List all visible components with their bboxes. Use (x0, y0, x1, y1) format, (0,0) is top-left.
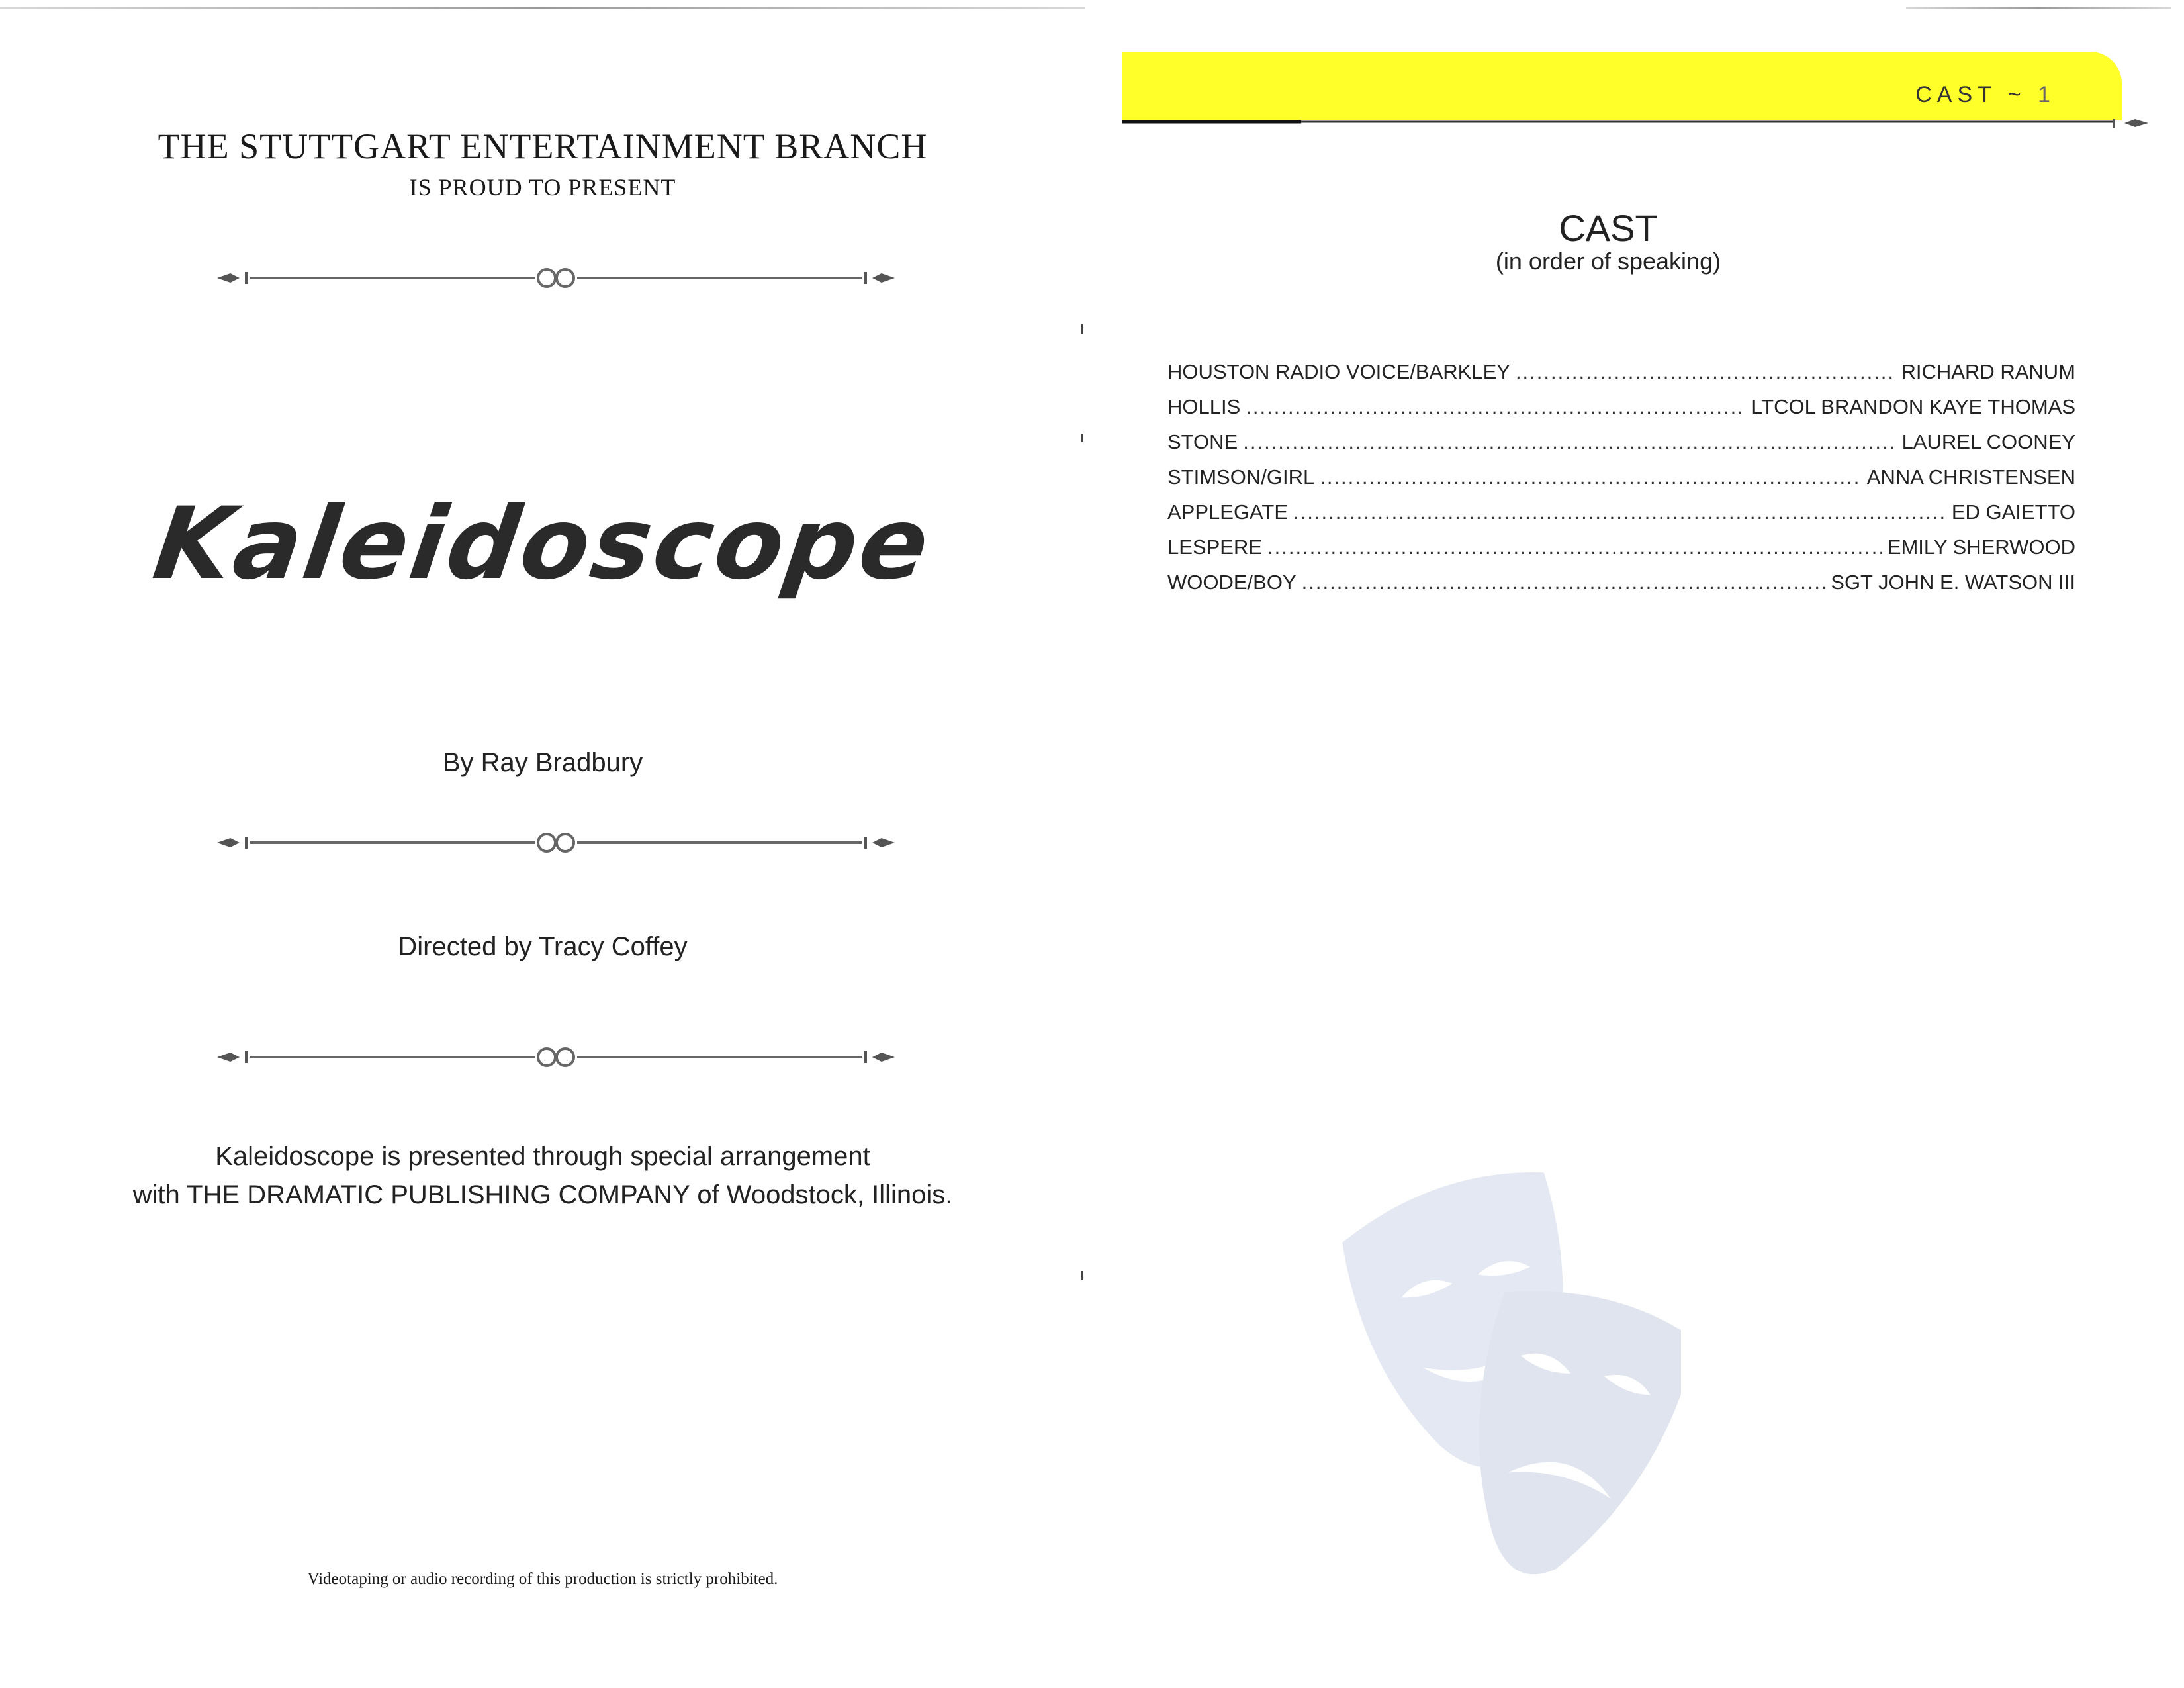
cast-role: STONE (1167, 430, 1238, 453)
top-edge-rule (1906, 7, 2171, 9)
header-rule (1122, 119, 2155, 130)
dot-leader (1243, 430, 1896, 454)
arrangement-line: Kaleidoscope is presented through special arrangement (215, 1142, 870, 1171)
presenter-tagline: IS PROUD TO PRESENT (409, 174, 676, 201)
cast-role: WOODE/BOY (1167, 571, 1297, 594)
arrangement-note (0, 1137, 1085, 1214)
right-page (1085, 0, 2184, 1688)
cast-list (1167, 360, 2075, 606)
dot-leader (1320, 465, 1862, 489)
author-credit: By Ray Bradbury (442, 748, 643, 777)
dot-leader (1267, 536, 1882, 559)
ornamental-divider (212, 261, 900, 295)
gutter-mark (1081, 434, 1083, 442)
cast-subheading: (in order of speaking) (1495, 248, 1721, 275)
ornamental-divider (212, 1041, 900, 1074)
cast-actor: LAUREL COONEY (1901, 430, 2075, 453)
section-header-label (1915, 82, 2056, 108)
left-page (0, 0, 1085, 1688)
cast-role: APPLEGATE (1167, 500, 1289, 524)
section-name: CAST ~ (1915, 82, 2026, 107)
cast-row (1167, 536, 2075, 571)
dot-leader (1293, 500, 1946, 524)
theatre-masks-icon (1337, 1145, 1681, 1595)
ornamental-divider (212, 826, 900, 859)
cast-row (1167, 500, 2075, 536)
page-number: 1 (2038, 82, 2056, 107)
gutter-mark (1081, 1271, 1083, 1280)
gutter-mark (1081, 324, 1083, 334)
cast-role: LESPERE (1167, 536, 1263, 559)
play-title: Kaleidoscope (147, 487, 938, 602)
arrangement-line: with THE DRAMATIC PUBLISHING COMPANY of Woodstock, Illinois. (132, 1180, 953, 1209)
top-edge-rule (0, 7, 1085, 9)
cast-role: STIMSON/GIRL (1167, 465, 1315, 489)
recording-notice: Videotaping or audio recording of this production is strictly prohibited. (307, 1570, 778, 1588)
director-credit: Directed by Tracy Coffey (398, 932, 688, 961)
presenter-name: THE STUTTGART ENTERTAINMENT BRANCH (158, 126, 928, 166)
cast-actor: ANNA CHRISTENSEN (1866, 465, 2075, 489)
section-header-band (1122, 52, 2122, 120)
cast-row (1167, 571, 2075, 606)
cast-row (1167, 360, 2075, 395)
cast-role: HOUSTON RADIO VOICE/BARKLEY (1167, 360, 1510, 383)
cast-row (1167, 465, 2075, 500)
dot-leader (1302, 571, 1826, 594)
cast-row (1167, 430, 2075, 465)
cast-actor: EMILY SHERWOOD (1887, 536, 2075, 559)
cast-row (1167, 395, 2075, 430)
cast-role: HOLLIS (1167, 395, 1241, 418)
cast-actor: RICHARD RANUM (1901, 360, 2075, 383)
cast-actor: ED GAIETTO (1951, 500, 2075, 524)
cast-actor: LTCOL BRANDON KAYE THOMAS (1751, 395, 2075, 418)
dot-leader (1246, 395, 1746, 419)
cast-heading: CAST (1559, 207, 1658, 249)
dot-leader (1516, 360, 1896, 384)
cast-actor: SGT JOHN E. WATSON III (1831, 571, 2075, 594)
